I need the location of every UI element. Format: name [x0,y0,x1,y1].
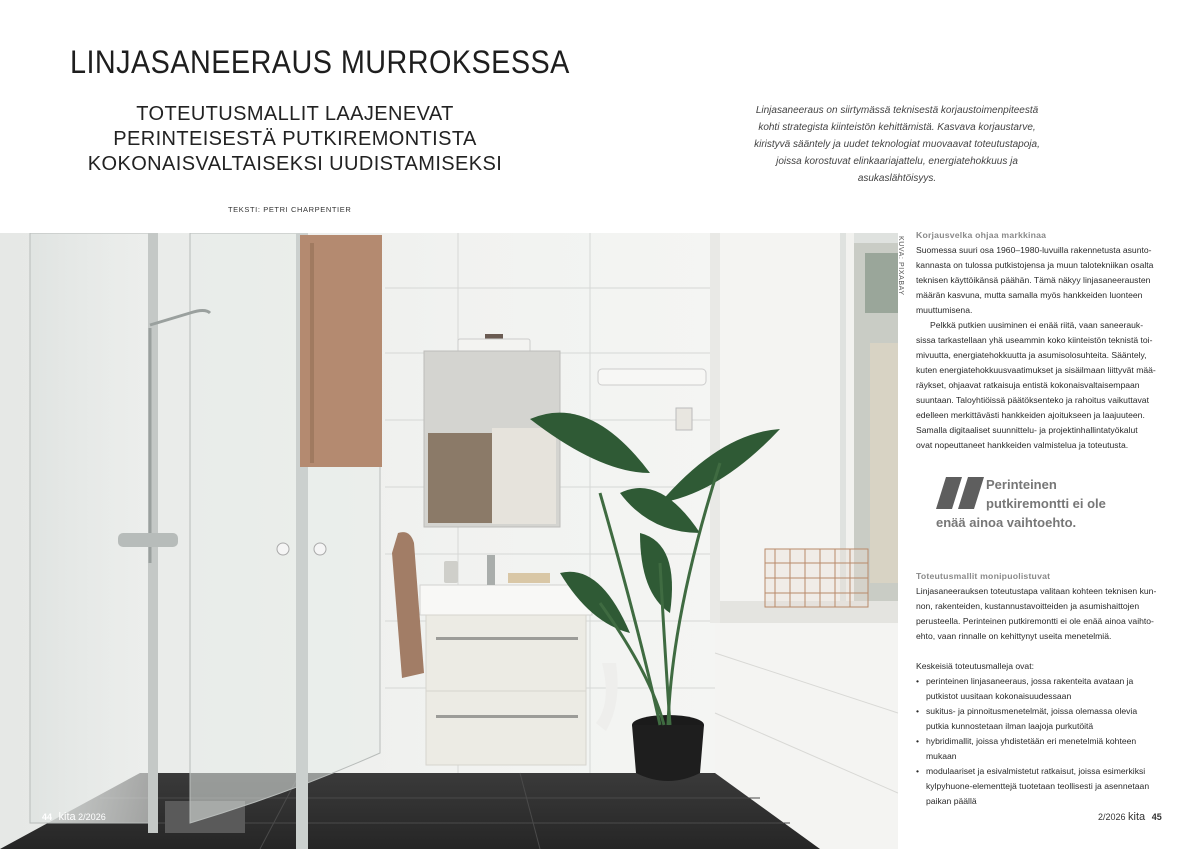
bullet-line: putkistot uusitaan kokonaisuudessaan [926,691,1072,701]
paragraph-line: Linjasaneerauksen toteutustapa valitaan kohteen teknisen kun- [916,586,1157,596]
paragraph [916,243,1166,318]
article-column-top [916,228,1166,453]
wire-basket [765,549,868,607]
lead-line: joissa korostuvat elinkaariajattelu, energiatehokkuus ja [776,156,1018,167]
bullet-item [916,734,1166,764]
bullet-line: paikan päällä [926,796,977,806]
bullet-item [916,704,1166,734]
paragraph-line: edelleen merkittävästi hankkeiden ajoitukseen ja laajuuteen. [916,410,1145,420]
bullet-line: kylpyhuone-elementtejä tuotetaan teollisesti ja asennetaan [926,781,1150,791]
issue-number: 2/2026 [78,812,106,822]
paragraph [916,584,1166,644]
page-number: 44 [42,812,53,822]
section-heading: Korjausvelka ohjaa markkinaa [916,230,1047,240]
bullet-list [916,674,1166,809]
pull-quote-line: putkiremontti ei ole [986,496,1106,511]
magazine-name: kita [58,811,76,823]
paragraph-line: muuttumisena. [916,305,973,315]
folio-right [1098,811,1162,823]
bullet-item [916,764,1166,809]
page-number: 45 [1151,812,1162,822]
byline: TEKSTI: PETRI CHARPENTIER [228,205,352,214]
lead-line: kohti strategista kiinteistön kehittämistä. Kasvava korjaustarve, [758,122,1036,133]
lead-paragraph [742,102,1052,187]
paragraph-line: kuten energiatehokkuusvaatimukset ja sisäilmaan liittyvät mää- [916,365,1156,375]
subtitle-line: PERINTEISESTÄ PUTKIREMONTISTA [113,128,477,150]
paragraph-line: suuntaan. Taloyhtiöissä päätöksenteko ja rahoitus vaikuttavat [916,395,1149,405]
paragraph-line: Pelkkä putkien uusiminen ei enää riitä, vaan saneerauk- [930,320,1144,330]
bullet-line: mukaan [926,751,957,761]
section-heading: Toteutusmallit monipuolistuvat [916,571,1051,581]
paragraph-line: ovat nopeuttaneet hankkeiden valmistelua ja toteutusta. [916,440,1129,450]
pull-quote-line: enää ainoa vaihtoehto. [936,515,1077,530]
subtitle-line: KOKONAISVALTAISEKSI UUDISTAMISEKSI [87,153,503,175]
bullet-line: putkia kunnostetaan ilman laajoja purkutöitä [926,721,1094,731]
paragraph-line: ehto, vaan rinnalle on kehittynyt useita menetelmiä. [916,631,1112,641]
paragraph-line: teknisen käyttöikänsä päähän. Tämä näkyy linjasaneerausten [916,275,1151,285]
paragraph-line: kannasta on tulossa putkistojensa ja muun talotekniikan osalta [916,260,1154,270]
paragraph [916,318,1166,453]
paragraph-line: mivuutta, energiatehokkuutta ja asumisolosuhteita. Sääntely, [916,350,1147,360]
paragraph-line: Suomessa suuri osa 1960–1980-luvuilla rakennetusta asunto- [916,245,1152,255]
bullet-line: • sukitus- ja pinnoitusmenetelmät, joissa olemassa olevia [926,706,1138,716]
photo-credit: KUVA: PIXABAY [897,236,904,296]
list-intro: Keskeisiä toteutusmalleja ovat: [916,661,1034,671]
paragraph-line: non, rakenteiden, kustannustavoitteiden ja asumishaittojen [916,601,1140,611]
paragraph-line: määrän kasvuna, mutta samalla myös hankkeiden luonteen [916,290,1143,300]
lead-line: asukaslähtöisyys. [857,173,937,184]
bathroom-photo [0,233,898,849]
folio-left [42,811,106,823]
pull-quote-line: Perinteinen [986,477,1057,492]
article-title: LINJASANEERAUS MURROKSESSA [70,44,570,80]
paragraph-line: Samalla digitaaliset suunnittelu- ja projektinhallintatyökalut [916,425,1138,435]
lead-line: Linjasaneeraus on siirtymässä teknisestä korjaustoimenpiteestä [755,105,1039,116]
issue-number: 2/2026 [1098,812,1126,822]
lead-line: kiristyvä sääntely ja uudet teknologiat muovaavat toteutustapoja, [754,139,1040,150]
paragraph-line: räykset, ohjaavat ratkaisuja entistä kokonaisvaltaisempaan [916,380,1140,390]
magazine-name: kita [1128,811,1146,823]
article-column-bottom [916,569,1166,809]
paragraph-line: perusteella. Perinteinen putkiremontti ei ole enää ainoa vaihto- [916,616,1154,626]
bullet-line: • perinteinen linjasaneeraus, jossa rakenteita avataan ja [926,676,1134,686]
paragraph-line: sissa tarkastellaan yhä useammin koko kiinteistön teknistä toi- [916,335,1153,345]
bullet-item [916,674,1166,704]
subtitle-line: TOTEUTUSMALLIT LAAJENEVAT [136,103,454,125]
bullet-line: • hybridimallit, joissa yhdistetään eri menetelmiä kohteen [926,736,1137,746]
article-subtitle [70,102,520,177]
bullet-line: • modulaariset ja esivalmistetut ratkaisut, joissa esimerkiksi [926,766,1146,776]
